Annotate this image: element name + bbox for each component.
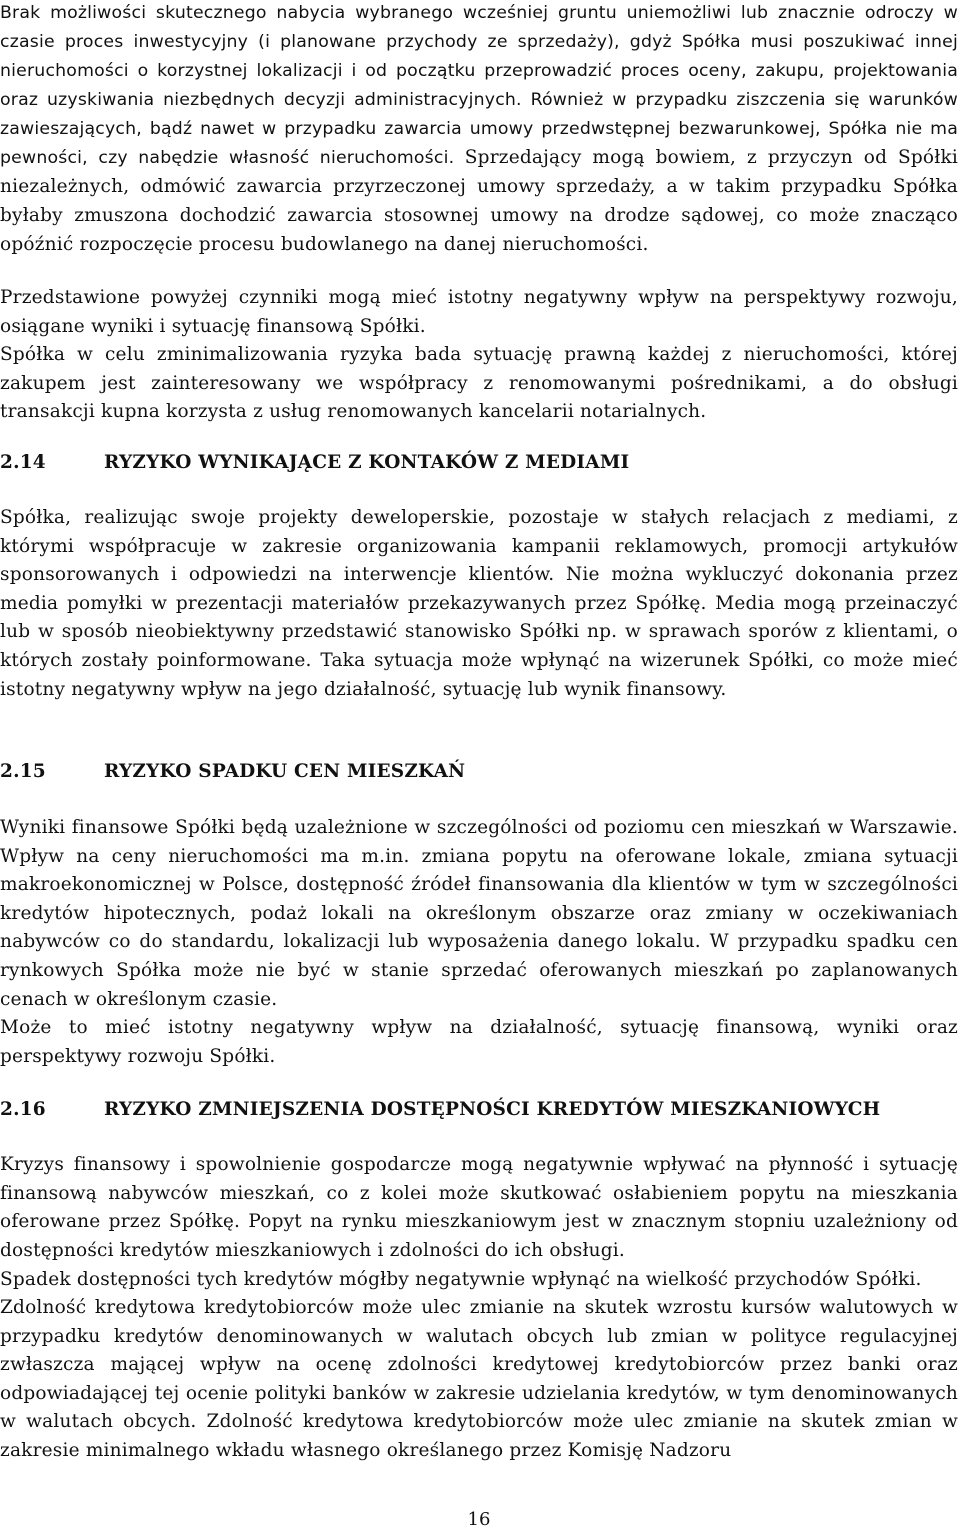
section-number: 2.16 bbox=[0, 1099, 46, 1120]
paragraph-grunt-risk bbox=[0, 0, 958, 260]
section-heading-2-15 bbox=[0, 758, 958, 786]
section-title: RYZYKO WYNIKAJĄCE Z KONTAKÓW Z MEDIAMI bbox=[104, 452, 630, 473]
paragraph-grunt-risk-main: Brak możliwości skutecznego nabycia wybranego wcześniej gruntu uniemożliwi lub znacznie odroczy w czasie proces inwestycyjny (i planowane przychody ze sprzedaży), gdyż Spółka musi poszukiwać innej nieruchomości o korzystnej lokalizacji i od początku przeprowadzić proces oceny, zakupu, projektowania oraz uzyskiwania niezbędnych decyzji administracyjnych. Również w przypadku ziszczenia się warunków zawieszających, bądź nawet w przypadku zawarcia umowy przedwstępnej bezwarunkowej, Spółka nie ma pewności, czy nabędzie własność nieruchomości. bbox=[0, 3, 958, 168]
paragraph-credit-capacity: Zdolność kredytowa kredytobiorców może ulec zmianie na skutek wzrostu kursów walutowych w przypadku kredytów denominowanych w walutach obcych lub zmian w polityce regulacyjnej zwłaszcza mającej wpływ na ocenę zdolności kredytowej kredytobiorców przez banki oraz odpowiadającej tej ocenie polityki banków w zakresie udzielania kredytów, w tym denominowanych w walutach obcych. Zdolność kredytowa kredytobiorców może ulec zmianie na skutek zmian w zakresie minimalnego wkładu własnego określanego przez Komisję Nadzoru bbox=[0, 1297, 958, 1461]
section-title: RYZYKO SPADKU CEN MIESZKAŃ bbox=[104, 761, 466, 782]
paragraph-risk-mitigation: Spółka w celu zminimalizowania ryzyka bada sytuację prawną każdej z nieruchomości, której zakupem jest zainteresowany we współpracy z renomowanymi pośrednikami, a do obsługi transakcji kupna korzysta z usług renomowanych kancelarii notarialnych. bbox=[0, 344, 958, 423]
section-heading-2-14 bbox=[0, 449, 958, 477]
page-number: 16 bbox=[467, 1509, 491, 1530]
paragraph-credit-crisis: Kryzys finansowy i spowolnienie gospodarcze mogą negatywnie wpływać na płynność i sytuację finansową nabywców mieszkań, co z kolei może skutkować osłabieniem popytu na mieszkania oferowane przez Spółkę. Popyt na rynku mieszkaniowym jest w znacznym stopniu uzależniony od dostępności kredytów mieszkaniowych i zdolności do ich obsługi. bbox=[0, 1154, 958, 1261]
paragraph-factors-impact: Przedstawione powyżej czynniki mogą mieć istotny negatywny wpływ na perspektywy rozwoju, osiągane wyniki i sytuację finansową Spółki. bbox=[0, 287, 958, 337]
paragraph-price-drop-impact: Może to mieć istotny negatywny wpływ na działalność, sytuację finansową, wyniki oraz perspektywy rozwoju Spółki. bbox=[0, 1017, 958, 1067]
section-title: RYZYKO ZMNIEJSZENIA DOSTĘPNOŚCI KREDYTÓW MIESZKANIOWYCH bbox=[104, 1099, 881, 1120]
paragraph-credit-availability: Spadek dostępności tych kredytów mógłby negatywnie wpłynąć na wielkość przychodów Spółki. bbox=[0, 1269, 922, 1290]
section-heading-2-16 bbox=[0, 1096, 958, 1124]
section-number: 2.14 bbox=[0, 452, 46, 473]
section-number: 2.15 bbox=[0, 761, 46, 782]
paragraph-media-risk: Spółka, realizując swoje projekty deweloperskie, pozostaje w stałych relacjach z mediami, z którymi współpracuje w zakresie organizowania kampanii reklamowych, promocji artykułów sponsorowanych i odpowiedzi na interwencje klientów. Nie można wykluczyć dokonania przez media pomyłki w prezentacji materiałów przekazywanych przez Spółkę. Media mogą przeinaczyć lub w sposób nieobiektywny przedstawić stanowisko Spółki np. w sprawach sporów z klientami, o których zostały poinformowane. Taka sytuacja może wpłynąć na wizerunek Spółki, co może mieć istotny negatywny wpływ na jego działalność, sytuację lub wynik finansowy. bbox=[0, 507, 958, 700]
paragraph-price-drop-risk: Wyniki finansowe Spółki będą uzależnione w szczególności od poziomu cen mieszkań w Warszawie. Wpływ na ceny nieruchomości ma m.in. zmiana popytu na oferowane lokale, zmiana sytuacji makroekonomicznej w Polsce, dostępność źródeł finansowania dla klientów w tym w szczególności kredytów hipotecznych, podaż lokali na określonym obszarze oraz zmiany w oczekiwaniach nabywców co do standardu, lokalizacji lub wyposażenia danego lokalu. W przypadku spadku cen rynkowych Spółka może nie być w stanie sprzedać oferowanych mieszkań po zaplanowanych cenach w określonym czasie. bbox=[0, 817, 958, 1010]
paragraph-grunt-risk-continuation: Sprzedający mogą bowiem, z przyczyn od Spółki niezależnych, odmówić zawarcia przyrzeczonej umowy sprzedaży, a w takim przypadku Spółka byłaby zmuszona dochodzić zawarcia stosownej umowy na drodze sądowej, co może znacząco opóźnić rozpoczęcie procesu budowlanego na danej nieruchomości. bbox=[0, 147, 958, 255]
